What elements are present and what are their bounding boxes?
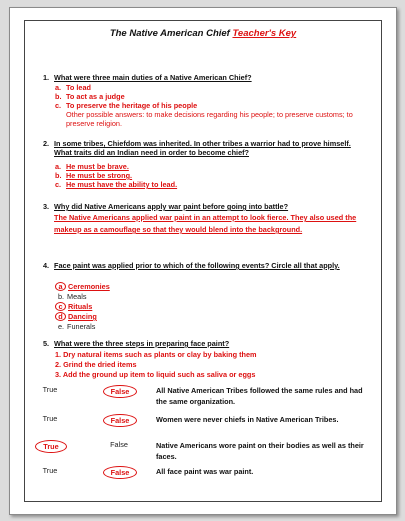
question-5: 5. What were the three steps in preparing face paint? — [43, 339, 367, 348]
tf4-true: True — [42, 466, 58, 475]
q4-option-c-circled: c Rituals — [55, 302, 92, 311]
q2-answer-a: a. He must be brave. — [55, 162, 129, 171]
q2-answer-c: c. He must have the ability to lead. — [55, 180, 178, 189]
tf2-statement: Women were never chiefs in Native American Tribes. — [156, 415, 339, 424]
q5-step-2: 2. Grind the dried items — [55, 360, 137, 369]
q1-note: Other possible answers: to make decisions regarding his people; to preserve customs; to preserve religion. — [66, 110, 353, 128]
q3-answer: The Native Americans applied war paint in an attempt to look fierce. They also used the makeup as a camouflage so that they would blend into the background. — [54, 213, 357, 234]
question-1: 1. What were three main duties of a Native American Chief? — [43, 73, 367, 82]
q1-answer-c: c. To preserve the heritage of his people — [55, 101, 198, 110]
q2-answer-b: b. He must be strong. — [55, 171, 133, 180]
question-3: 3. Why did Native Americans apply war paint before going into battle? — [43, 202, 367, 211]
tf2-false-circled: False — [103, 414, 137, 427]
question-2: 2. In some tribes, Chiefdom was inherited. In other tribes a warrior had to prove himself. What traits did an Indian need in order to become chief? — [43, 139, 367, 157]
tf1-false-circled: False — [103, 385, 137, 398]
question-4-text: Face paint was applied prior to which of the following events? Circle all that apply. — [54, 261, 340, 270]
q4-option-b: b. Meals — [57, 292, 87, 301]
tf2-true: True — [42, 414, 58, 423]
page-border — [24, 20, 382, 502]
q4-option-d-circled: d Dancing — [55, 312, 97, 321]
title-main: The Native American Chief — [109, 28, 230, 39]
tf4-false-circled: False — [103, 466, 137, 479]
tf4-statement: All face paint was war paint. — [156, 467, 254, 476]
question-2-text: In some tribes, Chiefdom was inherited. In other tribes a warrior had to prove himself. What traits did an Indian need in order to become chief? — [54, 139, 351, 157]
q1-answer-b: b. To act as a judge — [55, 92, 125, 101]
q5-step-3: 3. Add the ground up item to liquid such as saliva or eggs — [55, 370, 256, 379]
question-5-text: What were the three steps in preparing face paint? — [54, 339, 230, 348]
q1-answer-a: a. To lead — [55, 83, 92, 92]
tf3-false: False — [110, 440, 128, 449]
tf1-true: True — [42, 385, 58, 394]
tf1-statement: All Native American Tribes followed the same rules and had the same organization. — [156, 386, 363, 406]
question-3-text: Why did Native Americans apply war paint before going into battle? — [54, 202, 289, 211]
question-4: 4. Face paint was applied prior to which of the following events? Circle all that apply. — [43, 261, 367, 270]
tf3-true-circled: True — [35, 440, 67, 453]
question-1-text: What were three main duties of a Native American Chief? — [54, 73, 252, 82]
title-key: Teacher's Key — [232, 28, 297, 39]
tf3-statement: Native Americans wore paint on their bodies as well as their faces. — [156, 441, 364, 461]
worksheet-page — [9, 7, 397, 515]
q4-option-e: e. Funerals — [57, 322, 96, 331]
page-title — [25, 28, 381, 39]
q4-option-a-circled: a Ceremonies — [55, 282, 110, 291]
q5-step-1: 1. Dry natural items such as plants or clay by baking them — [55, 350, 257, 359]
